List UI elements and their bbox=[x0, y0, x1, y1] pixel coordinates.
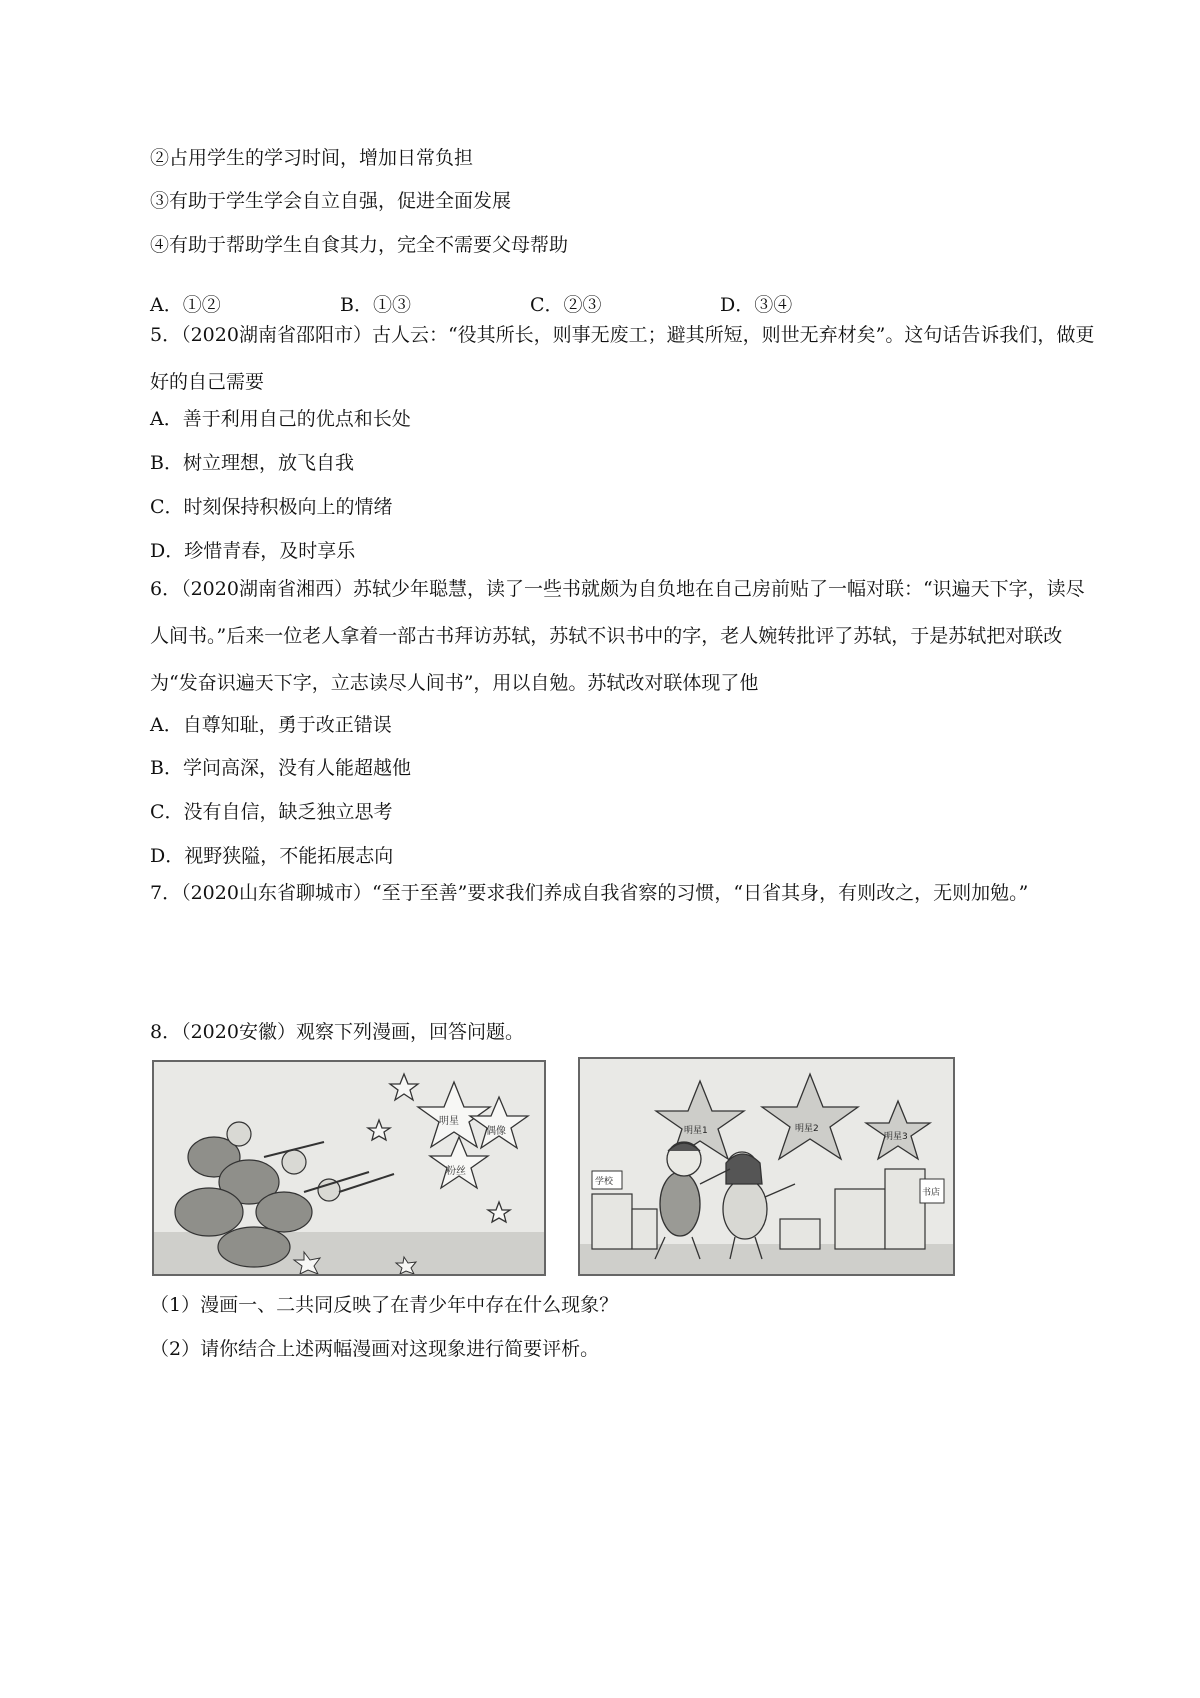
q8-stem: 8．（2020安徽）观察下列漫画，回答问题。 bbox=[150, 1021, 524, 1043]
q4-statement-4: ④有助于帮助学生自食其力，完全不需要父母帮助 bbox=[150, 234, 569, 256]
q4-option-a[interactable]: A．①② bbox=[150, 294, 221, 316]
q5-stem: 5．（2020湖南省邵阳市）古人云：“役其所长，则事无废工；避其所短，则世无弃材矣”。这句话告诉我们，做更好的自己需要 bbox=[150, 324, 1095, 393]
q6-option-d[interactable]: D．视野狭隘，不能拓展志向 bbox=[150, 845, 394, 867]
q8-subquestion-2: （2）请你结合上述两幅漫画对这现象进行简要评析。 bbox=[150, 1338, 600, 1360]
q4-option-b[interactable]: B．①③ bbox=[340, 294, 411, 316]
q6-option-c[interactable]: C．没有自信，缺乏独立思考 bbox=[150, 801, 393, 823]
cartoon-two-star-label: 明星1 bbox=[684, 1126, 708, 1136]
q5-option-b[interactable]: B．树立理想，放飞自我 bbox=[150, 452, 354, 474]
q4-option-c[interactable]: C．②③ bbox=[530, 294, 602, 316]
cartoon-one-star-label: 明星 bbox=[439, 1116, 459, 1127]
cartoon-two-star-label: 明星2 bbox=[795, 1124, 819, 1134]
q4-statement-3: ③有助于学生学会自立自强，促进全面发展 bbox=[150, 190, 512, 212]
cartoon-one-star-label: 粉丝 bbox=[446, 1166, 466, 1177]
cartoon-two-drawing bbox=[580, 1059, 953, 1274]
cartoon-one-star-label: 偶像 bbox=[486, 1126, 506, 1137]
cartoon-two-sign-school: 学校 bbox=[595, 1177, 614, 1187]
q4-statement-2: ②占用学生的学习时间，增加日常负担 bbox=[150, 147, 474, 169]
q5-option-a[interactable]: A．善于利用自己的优点和长处 bbox=[150, 408, 411, 430]
cartoon-two-star-label: 明星3 bbox=[884, 1132, 908, 1142]
q6-option-a[interactable]: A．自尊知耻，勇于改正错误 bbox=[150, 714, 392, 736]
q5-option-c[interactable]: C．时刻保持积极向上的情绪 bbox=[150, 496, 393, 518]
q5-option-d[interactable]: D．珍惜青春，及时享乐 bbox=[150, 540, 356, 562]
q7-stem: 7．（2020山东省聊城市）“至于至善”要求我们养成自我省察的习惯，“日省其身，有则改之，无则加勉。” bbox=[150, 882, 1029, 904]
q8-subquestion-1: （1）漫画一、二共同反映了在青少年中存在什么现象？ bbox=[150, 1294, 619, 1316]
q4-option-d[interactable]: D．③④ bbox=[720, 294, 793, 316]
q6-option-b[interactable]: B．学问高深，没有人能超越他 bbox=[150, 757, 411, 779]
cartoon-two bbox=[578, 1057, 955, 1276]
cartoon-one bbox=[152, 1060, 546, 1276]
cartoon-two-sign-bookstore: 书店 bbox=[922, 1188, 941, 1198]
cartoon-one-drawing bbox=[154, 1062, 544, 1274]
q6-stem: 6．（2020湖南省湘西）苏轼少年聪慧，读了一些书就颇为自负地在自己房前贴了一幅对联：“识遍天下字，读尽人间书。”后来一位老人拿着一部古书拜访苏轼，苏轼不识书中的字，老人婉转批评了苏轼，于是苏轼把对联改为“发奋识遍天下字，立志读尽人间书”，用以自勉。苏轼改对联体现了他 bbox=[150, 578, 1085, 694]
